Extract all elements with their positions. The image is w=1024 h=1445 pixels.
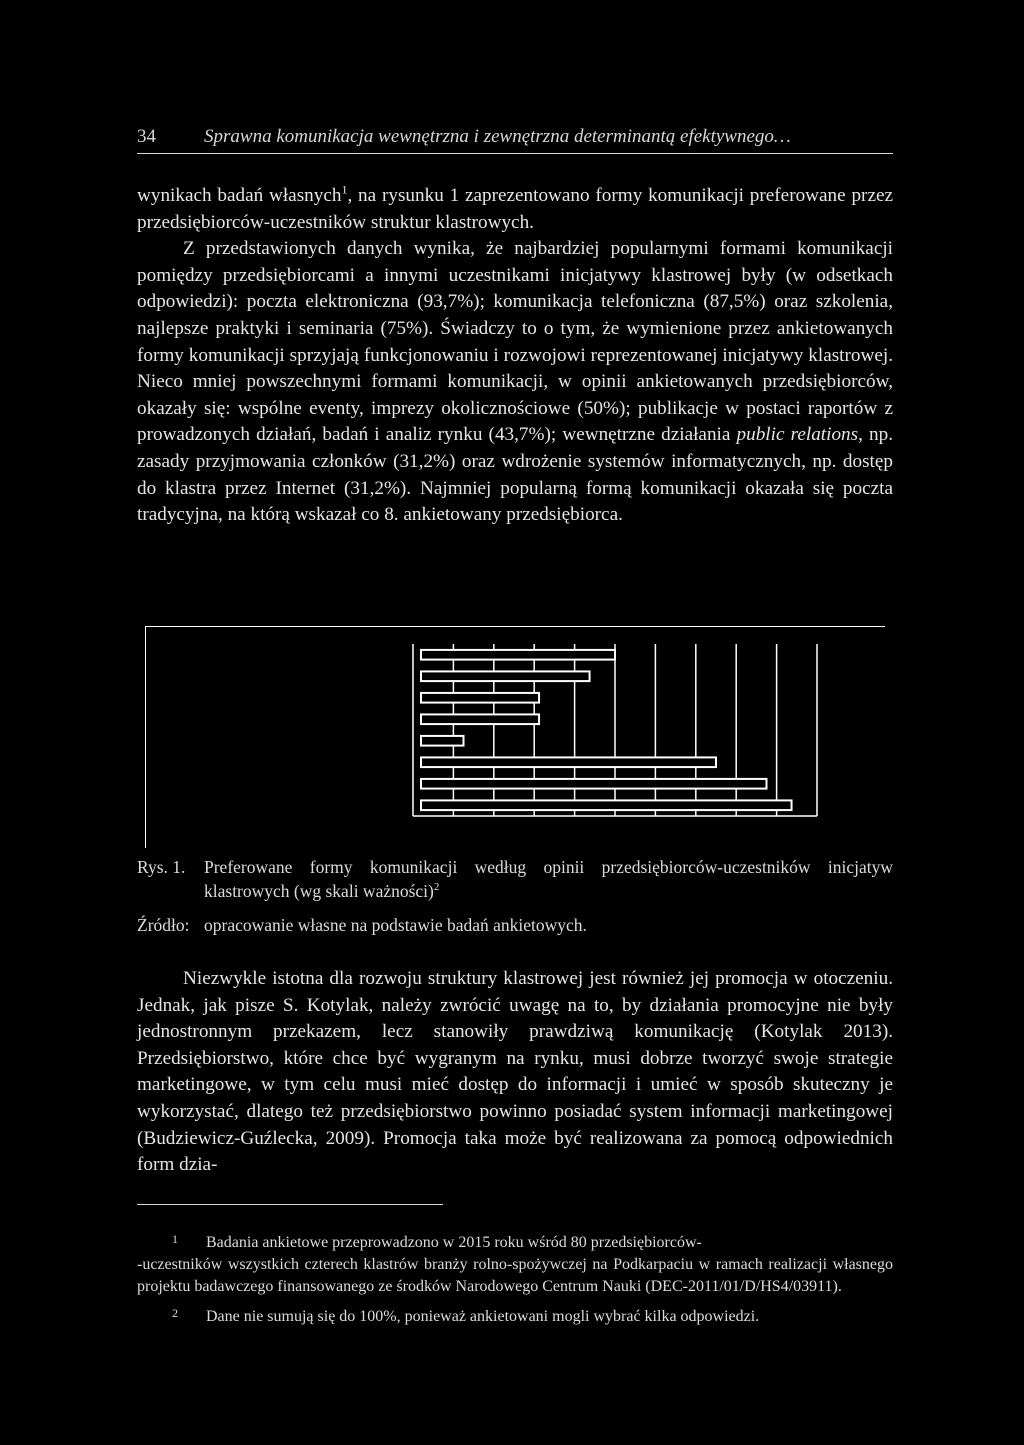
paragraph-1-end: , na rysunku 1 zaprezentowano formy komunikacji preferowane przez przedsiębiorców-uczestników struktur klastrowych. xyxy=(137,185,893,233)
page-number: 34 xyxy=(137,126,156,147)
bar-0 xyxy=(421,650,615,660)
paragraph-2 xyxy=(137,236,893,529)
bar-1 xyxy=(421,671,590,681)
running-head xyxy=(137,125,893,154)
footnote-ref-1[interactable]: 1 xyxy=(341,182,348,197)
caption-row xyxy=(137,855,893,903)
bar-5 xyxy=(421,757,716,767)
source-label: Źródło: xyxy=(137,915,190,935)
footnote-2 xyxy=(137,1306,893,1328)
bar-6 xyxy=(421,779,767,789)
footnote-2-text: Dane nie sumują się do 100%, ponieważ ankietowani mogli wybrać kilka odpowiedzi. xyxy=(206,1308,760,1325)
footnote-1-first-line: Badania ankietowe przeprowadzono w 2015 roku wśród 80 przedsiębiorców- xyxy=(206,1234,702,1251)
footnote-1-mark: 1 xyxy=(172,1232,178,1246)
bar-4 xyxy=(421,736,464,746)
footnotes xyxy=(137,1232,893,1336)
body-text-bottom xyxy=(137,966,893,1179)
source-row xyxy=(137,913,893,937)
paragraph-1-start: wynikach badań własnych xyxy=(137,185,342,206)
source-text: opracowanie własne na podstawie badań ankietowych. xyxy=(204,915,587,935)
bar-2 xyxy=(421,693,539,703)
caption-body xyxy=(204,855,893,903)
figure-caption xyxy=(137,855,893,947)
paragraph-2-end: , np. zasady przyjmowania członków (31,2%) oraz wdrożenie systemów informatycznych, np. dostęp do klastra przez Internet (31,2%). Najmniej popularną formą komunikacji okazała się poczta tradycyjna, na którą wskazał co 8. ankietowany przedsiębiorca. xyxy=(137,424,894,526)
footnote-1 xyxy=(137,1232,893,1298)
caption-text: Preferowane formy komunikacji według opinii przedsiębiorców-uczestników inicjatyw klastrowych (wg skali ważności) xyxy=(204,857,893,901)
figure-chart xyxy=(145,626,885,848)
bar-7 xyxy=(421,800,792,810)
footnote-divider xyxy=(137,1204,443,1205)
body-text-top xyxy=(137,183,893,529)
paragraph-3: Niezwykle istotna dla rozwoju struktury klastrowej jest również jej promocja w otoczeniu. Jednak, jak pisze S. Kotylak, należy zwrócić uwagę na to, by działania promocyjne nie były jednostronnym przekazem, lecz stanowiły prawdziwą komunikację (Kotylak 2013). Przedsiębiorstwo, które chce być wygranym na rynku, musi dobrze tworzyć swoje strategie marketingowe, w tym celu musi mieć dostęp do informacji i umieć w sposób skuteczny je wykorzystać, dlatego też przedsiębiorstwo powinno posiadać system informacji marketingowej (Budziewicz-Guźlecka, 2009). Promocja taka może być realizowana za pomocą odpowiednich form dzia- xyxy=(137,968,893,1176)
caption-label: Rys. 1. xyxy=(137,857,186,877)
paragraph-1 xyxy=(137,183,893,236)
footnote-1-text: -uczestników wszystkich czterech klastrów branży rolno-spożywczej na Podkarpaciu w ramach realizacji własnego projektu badawczego finansowanego ze środków Narodowego Centrum Nauki (DEC-2011/01/D/HS4/03911). xyxy=(137,1256,893,1295)
paragraph-2-start: Z przedstawionych danych wynika, że najbardziej popularnymi formami komunikacji pomiędzy przedsiębiorcami a innymi uczestnikami inicjatywy klastrowej były (w odsetkach odpowiedzi): poczta elektroniczna (93,7%); komunikacja telefoniczna (87,5%) oraz szkolenia, najlepsze praktyki i seminaria (75%). Świadczy to o tym, że wymienione przez ankietowanych formy komunikacji sprzyjają funkcjonowaniu i rozwojowi reprezentowanej inicjatywy klastrowej. Nieco mniej powszechnymi formami komunikacji, w opinii ankietowanych przedsiębiorców, okazały się: wspólne eventy, imprezy okolicznościowe (50%); publikacje w postaci raportów z prowadzonych działań, badań i analiz rynku (43,7%); wewnętrzne działania xyxy=(137,238,893,446)
paragraph-2-italic: public relations xyxy=(736,424,859,446)
footnote-ref-2[interactable]: 2 xyxy=(433,881,440,894)
footnote-2-mark: 2 xyxy=(172,1306,178,1320)
running-title: Sprawna komunikacja wewnętrzna i zewnętrzna determinantą efektywnego… xyxy=(204,126,791,147)
bar-3 xyxy=(421,714,539,724)
bar-chart-svg xyxy=(145,626,885,848)
